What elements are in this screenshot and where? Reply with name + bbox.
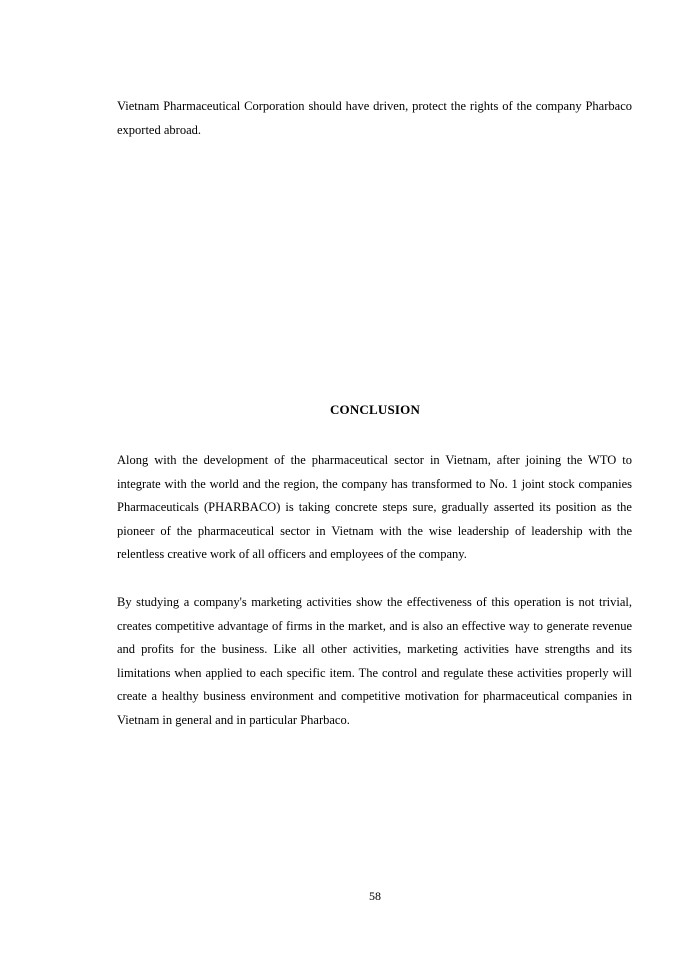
conclusion-heading: CONCLUSION: [329, 402, 421, 417]
page-number: 58: [369, 889, 381, 903]
continuation-paragraph: Vietnam Pharmaceutical Corporation should have driven, protect the rights of the company Pharbaco exported abroad.: [117, 99, 632, 137]
conclusion-paragraph-2: By studying a company's marketing activities show the effectiveness of this operation is not trivial, creates competitive advantage of firms in the market, and is also an effective way to generate revenue and profits for the business. Like all other activities, marketing activities have strengths and its limitations when applied to each specific item. The control and regulate these activities properly will create a healthy business environment and competitive motivation for pharmaceutical companies in Vietnam in general and in particular Pharbaco.: [117, 595, 632, 727]
conclusion-paragraph-1: Along with the development of the pharmaceutical sector in Vietnam, after joining the WTO to integrate with the world and the region, the company has transformed to No. 1 joint stock companies Pharmaceuticals (PHARBACO) is taking concrete steps sure, gradually asserted its position as the pioneer of the pharmaceutical sector in Vietnam with the wise leadership of leadership with the relentless creative work of all officers and employees of the company.: [117, 453, 632, 561]
